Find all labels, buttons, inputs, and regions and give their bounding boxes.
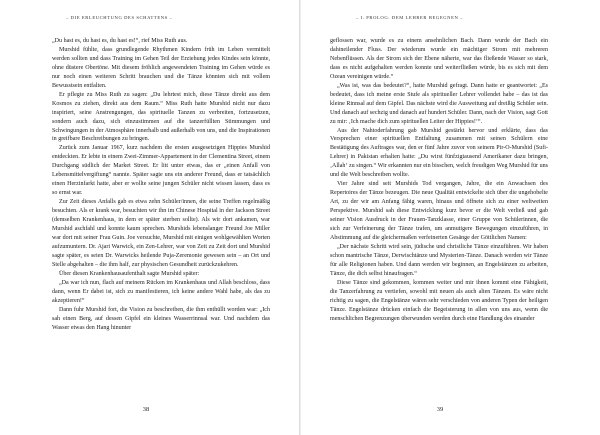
left-paragraph: Murshid fühlte, dass grundlegende Rhythmen Kindern früh im Leben vermittelt werden sollten und dass Training im Gehen Teil der Erziehung jedes Kindes sein könnte, ohne düstere Obertöne. Mit diesem fröhlich angewendeten Training im Gehen würde es nur noch einen weiteren Schritt brauchen und die Tänze könnten sich mit vollem Bewusstsein entfalten. bbox=[52, 46, 270, 89]
left-paragraph: Dann fuhr Murshid fort, die Vision zu beschreiben, die ihm enthüllt worden war: „Ich sah einen Berg, auf dessen Gipfel ein kleines Wasserrinnsal war. Und nachdem das Wasser etwas den Hang hinunter bbox=[52, 306, 270, 331]
right-paragraph: „Was ist, was das bedeutet?“, hatte Murshid gefragt. Dann hatte er geantwortet: „Es bedeutet, dass ich meine erste Stufe als spiritueller Lehrer vollendet habe – das ist das kleine Rinnsal auf dem Gipfel. Das nächste wird die Ausweitung auf dreißig Schüler sein. Und danach auf sechzig und danach auf hundert Schüler. Dann, nach der Vision, sagt Gott zu mir: ‚Ich mache dich zum spirituellen Leiter der Hippies!‘“. bbox=[330, 82, 548, 125]
left-paragraph: Über diesen Krankenhausaufenthalt sagte Murshid später: bbox=[59, 270, 200, 277]
left-running-head: – DIE ERLEUCHTUNG DES SCHATTENS – bbox=[66, 15, 173, 20]
right-paragraph: geflossen war, wurde es zu einem ansehnlichen Bach. Dann wurde der Bach ein dahineilender Fluss. Der wiederum wurde ein mächtiger Strom mit mehreren Nebenflüssen. Als der Strom sich der Ebene näherte, war das fließende Wasser so stark, dass es nicht aufgehalten werden konnte und weiterfließen würde, bis es sich mit dem Ozean vereinigen würde.“ bbox=[330, 38, 548, 80]
left-page-number: 38 bbox=[142, 406, 150, 413]
right-paragraph: Diese Tänze sind gekommen, kommen weiter und mir ihnen kommt eine Fähigkeit, die Tanzerfahrung zu vertiefen, sowohl mit neuen als auch alten Tänzen. Es wäre nicht richtig zu sagen, die Engelstänze wären sehr verschieden von anderen Typen der heiligen Tänze. Engelstänze drücken einfach die Begeisterung in allen von uns aus, wenn die menschlichen Begrenzungen überwunden werden durch eine Handlung des einander bbox=[330, 279, 548, 322]
right-paragraph: Aus der Nahtoderfahrung gab Murshid gestärkt hervor und erklärte, dass das Versprechen einer spirituellen Entfaltung zusammen mit seinen Schülern eine Bestätigung des Auftrages war, den er fünf Jahre zuvor von seinem Pir-O-Murshid (Sufi-Lehrer) in Pakistan erhalten hatte: „Du wirst fünfzigtausend Amerikaner dazu bringen, ‚Allah‘ zu singen.“ Wir erkannten nur ein bisschen, welch freudigen Weg Murshid für uns und die Welt beschreiben wollte. bbox=[330, 127, 548, 179]
right-running-head: – I. PROLOG: DEM LEHRER BEGEGNEN – bbox=[356, 15, 464, 20]
right-paragraph: „Der nächste Schritt wird sein, jüdische und christliche Tänze einzuführen. Wir haben schon mantrische Tänze, Derwischtänze und Mysterien-Tänze. Danach werden wir Tänze für alle Religionen haben. Und dann werden wir beginnen, an Engelstänzen zu arbeiten, Tänze, die dich selbst hinaufragen.“ bbox=[330, 243, 548, 277]
right-paragraph: Vier Jahre sind seit Murshids Tod vergangen, Jahre, die ein Anwachsen des Repertoires der Tänze bezeugen. Die neue Qualität entwickelte sich über die ungehobelte Art, zu der wir am Anfang fähig waren, hinaus und öffnete sich zu einer weltweiten Perspektive. Murshid sah diese Entwicklung kurz bevor er die Welt verließ und gab seiner Vision Ausdruck in der Frauen-Tanzklasse, einer Gruppe von Schülerinnen, die sich zur Verfeinerung der Tänze trafen, um anmutigere Bewegungen einzuführen, in Abstimmung auf die gleichermaßen verfeinerten Gesänge der Göttlichen Namen: bbox=[330, 181, 548, 241]
left-paragraph: „Du hast es, du hast es, du hast es!“, rief Miss Ruth aus. bbox=[52, 38, 188, 44]
left-paragraph: Er pflegte zu Miss Ruth zu sagen: „Du lehrtest mich, diese Tänze direkt aus dem Kosmos zu ziehen, direkt aus dem Raum.“ Miss Ruth hatte Murshid nicht nur dazu inspiriert, seine Anstrengungen, das spirituelle Tanzen zu verbreiten, fortzusetzen, sondern auch dazu, sich einzustimmen auf die tanzerfüllten Stimmungen und Schwingungen in der Atmosphäre innerhalb und außerhalb von uns, und die Inspirationen in greifbare Beschreibungen zu bringen. bbox=[52, 91, 270, 143]
left-paragraph: „Da war ich nun, flach auf meinem Rücken im Krankenhaus und Allah beschloss, dass dann, wenn Er dabei ist, sich zu manifestieren, ich keine andere Wahl habe, als das zu akzeptieren!“ bbox=[52, 279, 270, 304]
left-body-text bbox=[52, 37, 270, 332]
right-page bbox=[300, 0, 600, 435]
right-page-number: 39 bbox=[436, 406, 444, 413]
right-body-text bbox=[330, 37, 548, 324]
left-paragraph: Zurück zum Januar 1967, kurz nachdem die ersten ausgesetzigen Hippies Murshid entdeckten. Er lebte in einem Zwei-Zimmer-Appartement in der Clementina Street, einem Durchgang südlich der Market Street. Er litt unter etwas, das er „einen Anfall von Lebensmittelvergiftung“ nannte. Später sagte uns ein anderer Freund, dass er tatsächlich einen Herzinfarkt hatte, aber er wollte seine jungen Schüler nicht wissen lassen, dass es so ernst war. bbox=[52, 145, 270, 197]
left-paragraph: Zur Zeit dieses Anfalls gab es etwa zehn Schüler/innen, die seine Treffen regelmäßig besuchten. Als er krank war, besuchten wir ihn im Chinese Hospital in der Jackson Street (demselben Krankenhaus, in dem er später sterben sollte). Als wir dort ankamen, war Murshid aschfahl und konnte kaum sprechen. Murshids lebenslanger Freund Joe Miller war dort mit seiner Frau Guin. Joe versuchte, Murshid mit einigen wohlgewählten Worten aufzumuntern. Dr. Ajari Warwick, ein Zen-Lehrer, war von Zeit zu Zeit dort und Murshid sagte später, es seien Dr. Warwicks heilende Puja-Zeremonie gewesen sein – an Ort und Stelle abgehalten – die ihm half, zur physischen Gesundheit zurückzukehren. bbox=[52, 199, 270, 268]
